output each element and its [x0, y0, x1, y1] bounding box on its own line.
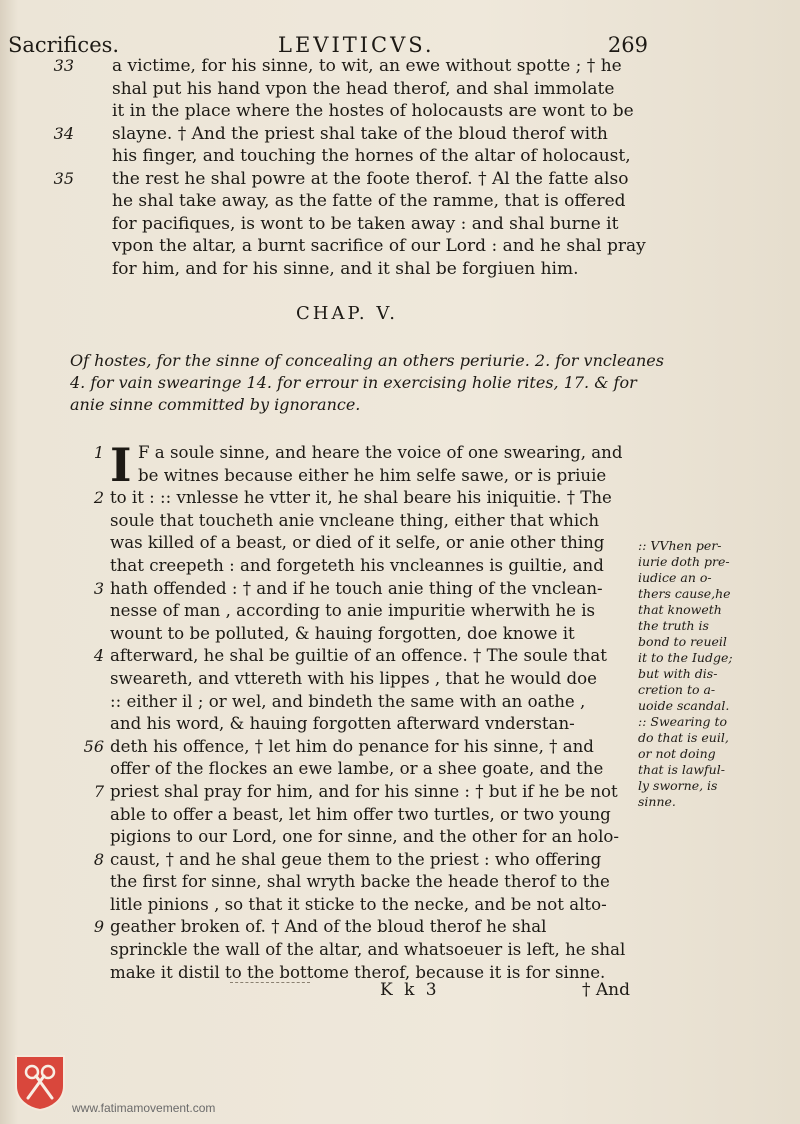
line-text: a victime, for his sinne, to wit, an ewe without spotte ; † he	[112, 56, 622, 76]
margin-note-line: sinne.	[638, 794, 676, 809]
line-text: to it : :: vnlesse he vtter it, he shal beare his iniquitie. † The	[110, 488, 612, 508]
line-text: pigions to our Lord, one for sinne, and the other for an holo-	[110, 827, 620, 847]
margin-note-line: bond to reueil	[638, 634, 727, 649]
text-line	[53, 55, 640, 78]
line-text: slayne. † And the priest shal take of the bloud therof with	[112, 123, 608, 144]
text-line	[80, 145, 640, 168]
line-text: afterward, he shal be guiltie of an offence. † The soule that	[110, 646, 607, 666]
text-line	[110, 826, 638, 849]
margin-notes	[638, 538, 758, 810]
verse-number: 34	[53, 123, 74, 143]
header-left: Sacrifices.	[8, 33, 120, 57]
line-text: caust, † and he shal geue them to the priest : who offering	[110, 849, 602, 869]
text-line	[110, 804, 638, 827]
text-line	[93, 578, 638, 601]
line-text: it in the place where the hostes of holocausts are wont to be	[112, 101, 634, 121]
chapter-heading: CHAP. V.	[296, 303, 398, 324]
chapter-summary	[70, 350, 664, 416]
drop-cap: I	[110, 438, 132, 492]
text-line	[80, 235, 646, 258]
text-line	[93, 781, 638, 804]
summary-line: 4. for vain swearinge 14. for errour in exercising holie rites, 17. & for	[70, 373, 637, 392]
text-line	[93, 487, 638, 510]
text-line	[110, 871, 638, 894]
margin-note-line: uoide scandal.	[638, 698, 730, 713]
line-text: vpon the altar, a burnt sacrifice of our Lord : and he shal pray	[112, 236, 646, 256]
watermark-url: www.fatimamovement.com	[72, 1101, 216, 1115]
margin-note-line: that knoweth	[638, 602, 722, 617]
line-text: nesse of man , according to anie impuritie wherwith he is	[110, 601, 596, 621]
text-line	[53, 123, 640, 146]
margin-note-line: thers cause,he	[638, 586, 731, 601]
line-text: :: either il ; or wel, and bindeth the same with an oathe ,	[110, 691, 586, 711]
margin-note-line: that is lawful-	[638, 762, 725, 777]
line-text: for him, and for his sinne, and it shal be forgiuen him.	[112, 258, 579, 279]
text-line	[110, 510, 638, 533]
line-text: deth his offence, † let him do penance for his sinne, † and	[110, 736, 594, 756]
verse-number: 1	[93, 443, 104, 462]
line-text: he shal take away, as the fatte of the ramme, that is offered	[112, 191, 626, 211]
text-block-chapter-5	[83, 438, 638, 984]
line-text: soule that toucheth anie vncleane thing, either that which	[110, 510, 600, 530]
verse-number: 35	[53, 168, 74, 188]
line-text: that creepeth : and forgeteth his vncleannes is guiltie, and	[110, 555, 604, 575]
text-line	[110, 939, 638, 962]
text-line	[83, 736, 638, 759]
line-text: his finger, and touching the hornes of the altar of holocaust,	[112, 146, 631, 166]
line-text: be witnes because either he him selfe sawe, or is priuie	[138, 465, 607, 485]
verse-number: 3	[93, 578, 104, 598]
verse-number: 8	[93, 849, 104, 869]
text-line	[110, 758, 638, 781]
line-text: hath offended : † and if he touch anie thing of the vnclean-	[110, 578, 603, 598]
text-line	[110, 532, 638, 555]
catchword: † And	[581, 980, 630, 1000]
line-text: able to offer a beast, let him offer two turtles, or two young	[110, 804, 611, 824]
margin-note-line: do that is euil,	[638, 730, 729, 745]
verse-number: 7	[93, 781, 104, 801]
verse-number: 9	[93, 917, 104, 937]
text-line	[53, 168, 640, 191]
summary-line: anie sinne committed by ignorance.	[70, 395, 361, 414]
text-line	[110, 691, 638, 714]
text-line	[80, 190, 640, 213]
line-text: offer of the flockes an ewe lambe, or a shee goate, and the	[110, 759, 604, 779]
text-line	[93, 849, 638, 872]
line-text: the first for sinne, shal wryth backe the heade therof to the	[110, 872, 610, 892]
text-line	[110, 668, 638, 691]
page-footer	[80, 980, 640, 1006]
margin-note-line: :: Swearing to	[638, 714, 728, 729]
verse-number: 2	[93, 488, 104, 508]
text-line	[110, 623, 638, 646]
text-line	[93, 442, 638, 465]
line-text: priest shal pray for him, and for his sinne : † but if he be not	[110, 781, 618, 801]
line-text: F a soule sinne, and heare the voice of one swearing, and	[138, 443, 623, 462]
margin-note-line: iudice an o-	[638, 570, 712, 585]
verse-number: 4	[93, 646, 104, 666]
text-line	[80, 213, 640, 236]
page-number: 269	[607, 33, 648, 57]
text-line	[93, 645, 638, 668]
text-line	[80, 258, 640, 281]
line-text: the rest he shal powre at the foote therof. † Al the fatte also	[112, 168, 629, 189]
line-text: wount to be polluted, & hauing forgotten, doe knowe it	[110, 623, 575, 643]
text-line	[110, 894, 638, 917]
line-text: was killed of a beast, or died of it selfe, or anie other thing	[110, 533, 605, 553]
line-text: litle pinions , so that it sticke to the necke, and be not alto-	[110, 894, 607, 914]
text-block-chapter-4-end	[53, 55, 646, 280]
fatima-seal-icon	[12, 1052, 68, 1112]
summary-line: Of hostes, for the sinne of concealing an others periurie. 2. for vncleanes	[70, 351, 664, 370]
margin-note-line: but with dis-	[638, 666, 718, 681]
line-text: and his word, & hauing forgotten afterward vnderstan-	[110, 714, 575, 734]
margin-note-line: cretion to a-	[638, 682, 716, 697]
margin-note-line: the truth is	[638, 618, 709, 633]
verse-number: 56	[83, 736, 104, 756]
margin-note-line: iurie doth pre-	[638, 554, 730, 569]
text-line	[110, 713, 638, 736]
text-line	[80, 100, 640, 123]
margin-note-line: or not doing	[638, 746, 716, 761]
header-book-title: LEVITICVS.	[278, 33, 435, 57]
verse-number: 33	[53, 56, 74, 75]
line-text: shal put his hand vpon the head therof, and shal immolate	[112, 78, 615, 99]
text-line	[110, 465, 638, 488]
text-line	[93, 916, 638, 939]
signature-mark: K k 3	[380, 980, 440, 1000]
text-line	[110, 555, 638, 578]
line-text: geather broken of. † And of the bloud therof he shal	[110, 917, 547, 937]
text-line	[80, 78, 640, 101]
text-line	[110, 600, 638, 623]
line-text: sweareth, and vttereth with his lippes , that he would doe	[110, 668, 597, 688]
margin-note-line: it to the Iudge;	[638, 650, 733, 665]
line-text: for pacifiques, is wont to be taken away : and shal burne it	[112, 213, 619, 234]
line-text: sprinckle the wall of the altar, and whatsoeuer is left, he shal	[110, 940, 626, 960]
margin-note-line: ly sworne, is	[638, 778, 718, 793]
line-text: make it distil to the bottome therof, because it is for sinne.	[110, 962, 606, 982]
margin-note-line: :: VVhen per-	[638, 538, 722, 553]
